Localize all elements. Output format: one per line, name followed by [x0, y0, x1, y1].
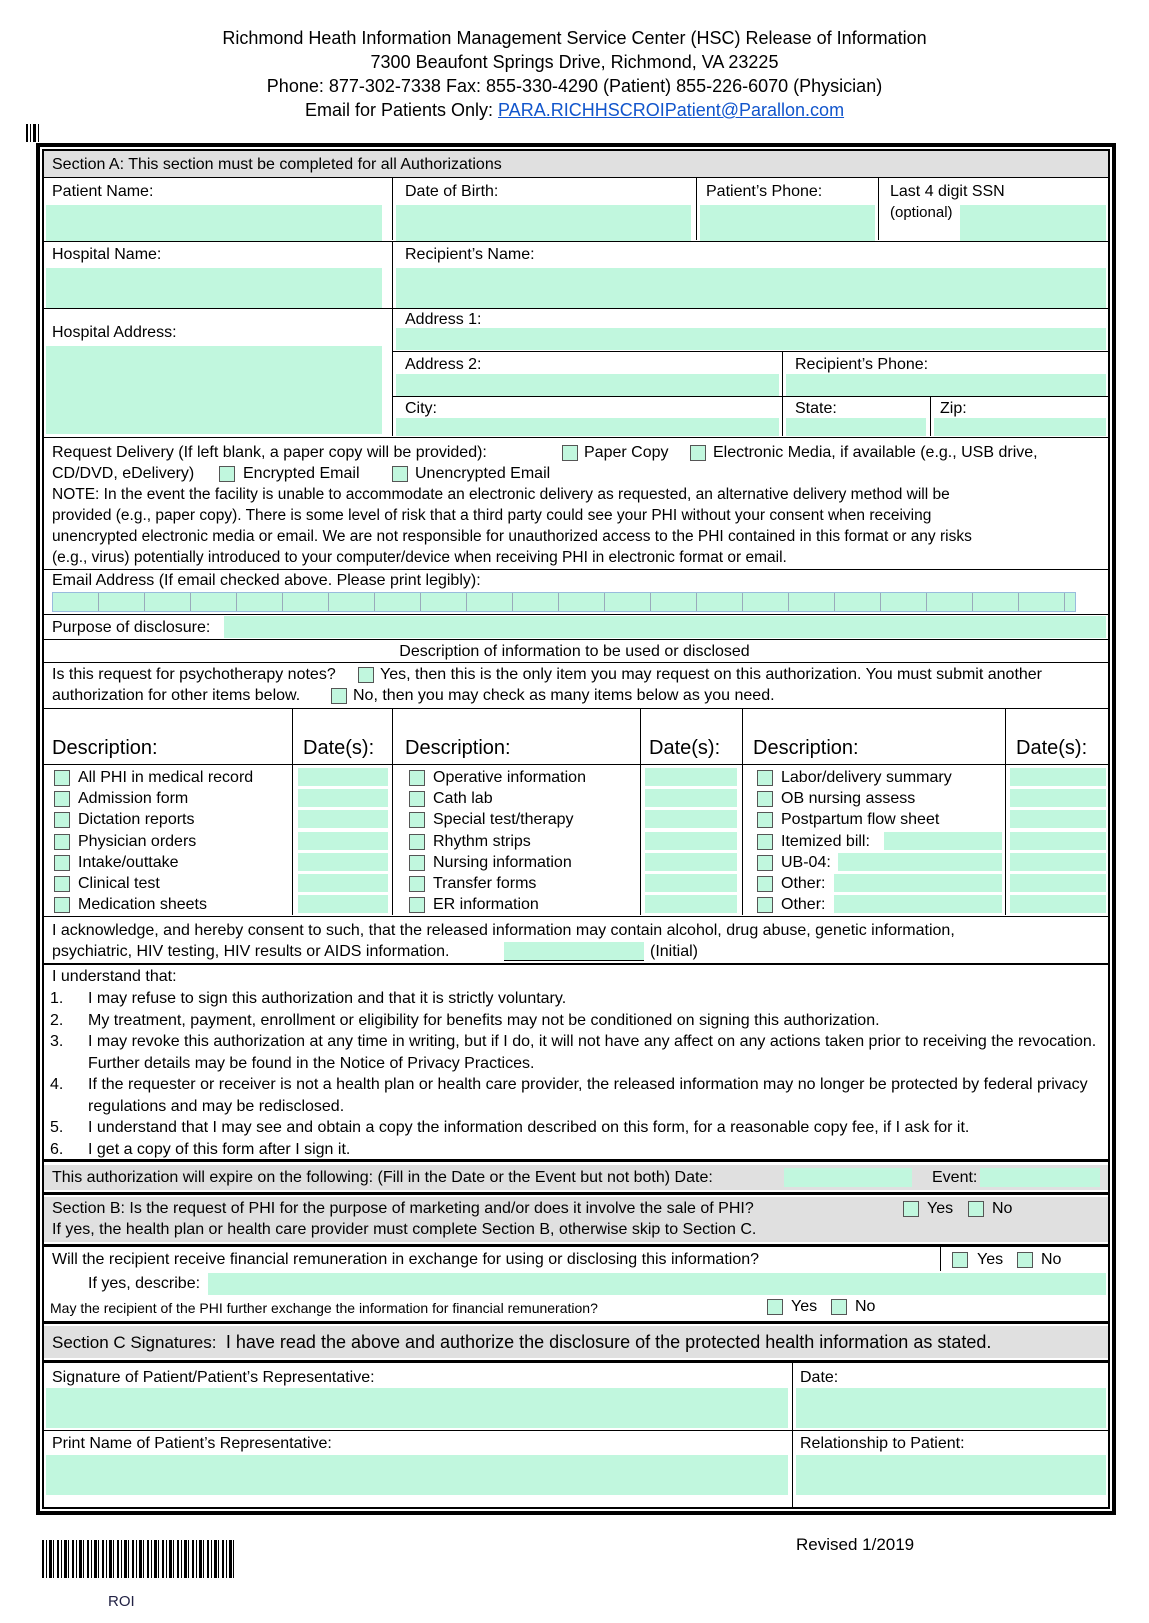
- date-field[interactable]: [1010, 832, 1106, 850]
- ssn-optional-label: (optional): [890, 204, 953, 221]
- recipient-phone-field[interactable]: [786, 374, 1106, 396]
- revised-date: Revised 1/2019: [796, 1535, 915, 1554]
- item-dictation-label: Dictation reports: [78, 811, 195, 828]
- item-nursing-checkbox[interactable]: [409, 855, 425, 871]
- itemized-bill-field[interactable]: [884, 832, 1002, 850]
- section-a-title: Section A: This section must be completed for all Authorizations: [52, 156, 502, 173]
- dob-label: Date of Birth:: [405, 183, 499, 200]
- patient-name-label: Patient Name:: [52, 183, 154, 200]
- remuneration-no-label: No: [1041, 1251, 1062, 1268]
- date-field[interactable]: [298, 789, 388, 807]
- date-field[interactable]: [645, 789, 737, 807]
- item-er-checkbox[interactable]: [409, 897, 425, 913]
- remuneration-yes-checkbox[interactable]: [952, 1252, 968, 1268]
- section-b-question-1: Section B: Is the request of PHI for the purpose of marketing and/or does it involve the sale of PHI?: [52, 1200, 754, 1217]
- hospital-name-label: Hospital Name:: [52, 246, 162, 263]
- section-b-q1-yes-label: Yes: [927, 1200, 954, 1217]
- remuneration-no-checkbox[interactable]: [1017, 1252, 1033, 1268]
- item-medication-checkbox[interactable]: [54, 897, 70, 913]
- event-label: Event:: [932, 1169, 978, 1186]
- header-line-1: Richmond Heath Information Management Service Center (HSC) Release of Information: [222, 28, 927, 48]
- date-field[interactable]: [645, 895, 737, 913]
- further-exchange-no-checkbox[interactable]: [831, 1299, 847, 1315]
- encrypted-email-label: Encrypted Email: [243, 465, 360, 482]
- item-special-test-label: Special test/therapy: [433, 811, 574, 828]
- unencrypted-email-checkbox[interactable]: [392, 466, 408, 482]
- zip-field[interactable]: [934, 418, 1106, 436]
- date-field[interactable]: [1010, 853, 1106, 871]
- expiration-event-field[interactable]: [980, 1168, 1100, 1187]
- item-rhythm-label: Rhythm strips: [433, 833, 531, 850]
- item-all-phi-checkbox[interactable]: [54, 770, 70, 786]
- section-c-title: [52, 1332, 991, 1353]
- item-ob-label: OB nursing assess: [781, 790, 916, 807]
- date-field[interactable]: [298, 768, 388, 786]
- electronic-media-label: Electronic Media, if available (e.g., USB drive,: [713, 444, 1038, 461]
- date-field[interactable]: [1010, 768, 1106, 786]
- item-all-phi-label: All PHI in medical record: [78, 769, 254, 786]
- date-field[interactable]: [645, 768, 737, 786]
- print-name-field[interactable]: [46, 1455, 788, 1495]
- item-ob-checkbox[interactable]: [757, 791, 773, 807]
- hospital-address-label: Hospital Address:: [52, 324, 177, 341]
- other2-field[interactable]: [834, 895, 1002, 913]
- item-labor-checkbox[interactable]: [757, 770, 773, 786]
- item-postpartum-label: Postpartum flow sheet: [781, 811, 940, 828]
- item-transfer-checkbox[interactable]: [409, 876, 425, 892]
- understand-item: 1. I may refuse to sign this authorization and that it is strictly voluntary.: [50, 990, 567, 1007]
- recipient-name-label: Recipient’s Name:: [405, 246, 535, 263]
- relationship-label: Relationship to Patient:: [800, 1435, 965, 1452]
- item-other2-label: Other:: [781, 896, 826, 913]
- address1-label: Address 1:: [405, 311, 482, 328]
- hospital-name-field[interactable]: [46, 268, 382, 308]
- print-name-label: Print Name of Patient’s Representative:: [52, 1435, 332, 1452]
- relationship-field[interactable]: [796, 1455, 1106, 1495]
- initial-field[interactable]: [504, 942, 644, 961]
- item-postpartum-checkbox[interactable]: [757, 812, 773, 828]
- item-cath-lab-label: Cath lab: [433, 790, 493, 807]
- psych-yes-checkbox[interactable]: [358, 667, 374, 683]
- remuneration-yes-label: Yes: [977, 1251, 1004, 1268]
- item-cath-lab-checkbox[interactable]: [409, 791, 425, 807]
- patient-phone-field[interactable]: [700, 205, 875, 241]
- col2-description-header: Description:: [405, 737, 511, 759]
- item-rhythm-checkbox[interactable]: [409, 834, 425, 850]
- psych-question: Is this request for psychotherapy notes?: [52, 666, 336, 683]
- section-b-note: If yes, the health plan or health care provider must complete Section B, otherwise skip to Section C.: [52, 1221, 757, 1238]
- item-transfer-label: Transfer forms: [433, 875, 537, 892]
- unencrypted-email-label: Unencrypted Email: [415, 465, 551, 482]
- address2-field[interactable]: [396, 374, 779, 396]
- signature-field[interactable]: [46, 1388, 788, 1428]
- further-exchange-question: May the recipient of the PHI further exchange the information for financial remuneration?: [50, 1300, 598, 1316]
- ub04-field[interactable]: [838, 853, 1002, 871]
- item-other1-checkbox[interactable]: [757, 876, 773, 892]
- header-email-line: [0, 98, 1149, 122]
- address2-label: Address 2:: [405, 356, 482, 373]
- paper-copy-checkbox[interactable]: [562, 445, 578, 461]
- col3-description-header: Description:: [753, 737, 859, 759]
- item-labor-label: Labor/delivery summary: [781, 769, 952, 786]
- item-operative-label: Operative information: [433, 769, 586, 786]
- psych-no-label: No, then you may check as many items below as you need.: [353, 687, 775, 704]
- recipient-phone-label: Recipient’s Phone:: [795, 356, 929, 373]
- initial-label: (Initial): [650, 943, 699, 960]
- item-dictation-checkbox[interactable]: [54, 812, 70, 828]
- recipient-name-field[interactable]: [396, 268, 1106, 308]
- date-field[interactable]: [298, 853, 388, 871]
- state-field[interactable]: [786, 418, 926, 436]
- further-exchange-yes-checkbox[interactable]: [767, 1299, 783, 1315]
- section-b-q1-yes-checkbox[interactable]: [903, 1201, 919, 1217]
- state-label: State:: [795, 400, 837, 417]
- understand-list: [50, 988, 1100, 1160]
- date-field[interactable]: [298, 810, 388, 828]
- col2-dates-header: Date(s):: [649, 737, 721, 759]
- dob-field[interactable]: [396, 205, 691, 241]
- item-itemized-bill-checkbox[interactable]: [757, 834, 773, 850]
- email-address-field[interactable]: [52, 592, 1076, 612]
- acknowledge-line-2: psychiatric, HIV testing, HIV results or AIDS information.: [52, 943, 450, 960]
- description-title: Description of information to be used or disclosed: [399, 643, 750, 660]
- hospital-address-field[interactable]: [46, 346, 382, 434]
- item-clinical-test-label: Clinical test: [78, 875, 160, 892]
- expiration-label: This authorization will expire on the following: (Fill in the Date or the Event but not both) Date:: [52, 1169, 713, 1186]
- psych-yes-label: Yes, then this is the only item you may request on this authorization. You must submit another: [380, 666, 1043, 683]
- header-email-label: Email for Patients Only:: [304, 100, 499, 120]
- item-operative-checkbox[interactable]: [409, 770, 425, 786]
- city-label: City:: [405, 400, 437, 417]
- remuneration-question: Will the recipient receive financial remuneration in exchange for using or disclosing this information?: [52, 1251, 760, 1268]
- understand-item: 4. If the requester or receiver is not a health plan or health care provider, the released information may no longer be protected by federal privacy regulations and may be redisclosed.: [50, 1076, 1088, 1115]
- patient-phone-label: Patient’s Phone:: [706, 183, 823, 200]
- corner-barcode-icon: [26, 124, 40, 142]
- item-intake-checkbox[interactable]: [54, 855, 70, 871]
- acknowledge-line-1: I acknowledge, and hereby consent to such, that the released information may contain alcohol, drug abuse, genetic information,: [52, 922, 955, 939]
- describe-field[interactable]: [208, 1273, 1106, 1295]
- understand-item: 3. I may revoke this authorization at any time in writing, but if I do, it will not have any affect on any actions taken prior to receiving the revocation. Further details may be found in the Notice of Privacy Practices.: [50, 1033, 1097, 1072]
- expiration-date-field[interactable]: [784, 1168, 912, 1187]
- zip-label: Zip:: [940, 400, 967, 417]
- date-field[interactable]: [645, 810, 737, 828]
- header-phone: Phone: 877-302-7338 Fax: 855-330-4290 (Patient) 855-226-6070 (Physician): [266, 76, 883, 96]
- date-field[interactable]: [1010, 789, 1106, 807]
- patient-name-field[interactable]: [46, 205, 382, 241]
- understand-item: 6. I get a copy of this form after I sign it.: [50, 1140, 351, 1158]
- barcode-icon: [42, 1540, 236, 1578]
- other1-field[interactable]: [834, 874, 1002, 892]
- date-field[interactable]: [1010, 895, 1106, 913]
- describe-label: If yes, describe:: [88, 1275, 201, 1292]
- item-admission-label: Admission form: [78, 790, 189, 807]
- date-field[interactable]: [298, 832, 388, 850]
- date-field[interactable]: [645, 874, 737, 892]
- date-field[interactable]: [298, 874, 388, 892]
- ssn-label: Last 4 digit SSN: [890, 183, 1005, 200]
- item-clinical-test-checkbox[interactable]: [54, 876, 70, 892]
- delivery-cd-label: CD/DVD, eDelivery): [52, 465, 195, 482]
- delivery-note-line-3: unencrypted electronic media or email. We are not responsible for unauthorized access to the PHI contained in this format or any risks: [52, 528, 972, 545]
- col1-dates-header: Date(s):: [303, 737, 375, 759]
- item-admission-checkbox[interactable]: [54, 791, 70, 807]
- understand-item: 5. I understand that I may see and obtain a copy the information described on this form, for a reasonable copy fee, if I ask for it.: [50, 1119, 970, 1136]
- header-email-link[interactable]: PARA.RICHHSCROIPatient@Parallon.com: [498, 100, 845, 120]
- col1-description-header: Description:: [52, 737, 158, 759]
- header-address: 7300 Beaufont Springs Drive, Richmond, VA 23225: [370, 52, 779, 72]
- understand-title: I understand that:: [52, 968, 177, 985]
- psych-no-checkbox[interactable]: [331, 688, 347, 704]
- email-address-label: Email Address (If email checked above. Please print legibly):: [52, 572, 481, 589]
- item-other1-label: Other:: [781, 875, 826, 892]
- date-field[interactable]: [298, 895, 388, 913]
- date-field[interactable]: [1010, 810, 1106, 828]
- city-field[interactable]: [396, 418, 779, 436]
- ssn-field[interactable]: [960, 205, 1106, 241]
- further-exchange-no-label: No: [855, 1298, 876, 1315]
- item-itemized-bill-label: Itemized bill:: [781, 833, 870, 850]
- date-label: Date:: [800, 1369, 839, 1386]
- delivery-note-line-4: (e.g., virus) potentially introduced to your computer/device when receiving PHI in electronic format or email.: [52, 549, 787, 566]
- encrypted-email-checkbox[interactable]: [219, 466, 235, 482]
- date-field[interactable]: [645, 832, 737, 850]
- purpose-field[interactable]: [224, 616, 1106, 638]
- address1-field[interactable]: [396, 328, 1106, 350]
- item-ub04-checkbox[interactable]: [757, 855, 773, 871]
- item-physician-orders-checkbox[interactable]: [54, 834, 70, 850]
- signature-date-field[interactable]: [796, 1388, 1106, 1428]
- item-nursing-label: Nursing information: [433, 854, 572, 871]
- item-er-label: ER information: [433, 896, 539, 913]
- signature-label: Signature of Patient/Patient’s Representative:: [52, 1369, 375, 1386]
- psych-line-2: authorization for other items below.: [52, 687, 301, 704]
- col3-dates-header: Date(s):: [1016, 737, 1088, 759]
- understand-item: 2. My treatment, payment, enrollment or eligibility for benefits may not be conditioned on signing this authorization.: [50, 1011, 880, 1029]
- section-c-prefix: Section C Signatures:: [52, 1333, 217, 1352]
- date-field[interactable]: [645, 853, 737, 871]
- item-special-test-checkbox[interactable]: [409, 812, 425, 828]
- item-intake-label: Intake/outtake: [78, 854, 179, 871]
- delivery-note-line-1: NOTE: In the event the facility is unable to accommodate an electronic delivery as requested, an alternative delivery method will be: [52, 486, 950, 503]
- roi-label: ROI: [108, 1593, 135, 1610]
- section-b-q1-no-label: No: [992, 1200, 1013, 1217]
- delivery-note-line-2: provided (e.g., paper copy). There is some level of risk that a third party could see your PHI without your consent when receiving: [52, 507, 932, 524]
- section-c-statement: I have read the above and authorize the disclosure of the protected health information as stated.: [225, 1332, 992, 1352]
- item-other2-checkbox[interactable]: [757, 897, 773, 913]
- date-field[interactable]: [1010, 874, 1106, 892]
- further-exchange-yes-label: Yes: [791, 1298, 818, 1315]
- delivery-label: Request Delivery (If left blank, a paper copy will be provided):: [52, 444, 487, 461]
- item-medication-label: Medication sheets: [78, 896, 207, 913]
- paper-copy-label: Paper Copy: [584, 444, 669, 461]
- purpose-label: Purpose of disclosure:: [52, 619, 211, 636]
- section-b-q1-no-checkbox[interactable]: [968, 1201, 984, 1217]
- electronic-media-checkbox[interactable]: [690, 445, 706, 461]
- item-ub04-label: UB-04:: [781, 854, 831, 871]
- item-physician-orders-label: Physician orders: [78, 833, 197, 850]
